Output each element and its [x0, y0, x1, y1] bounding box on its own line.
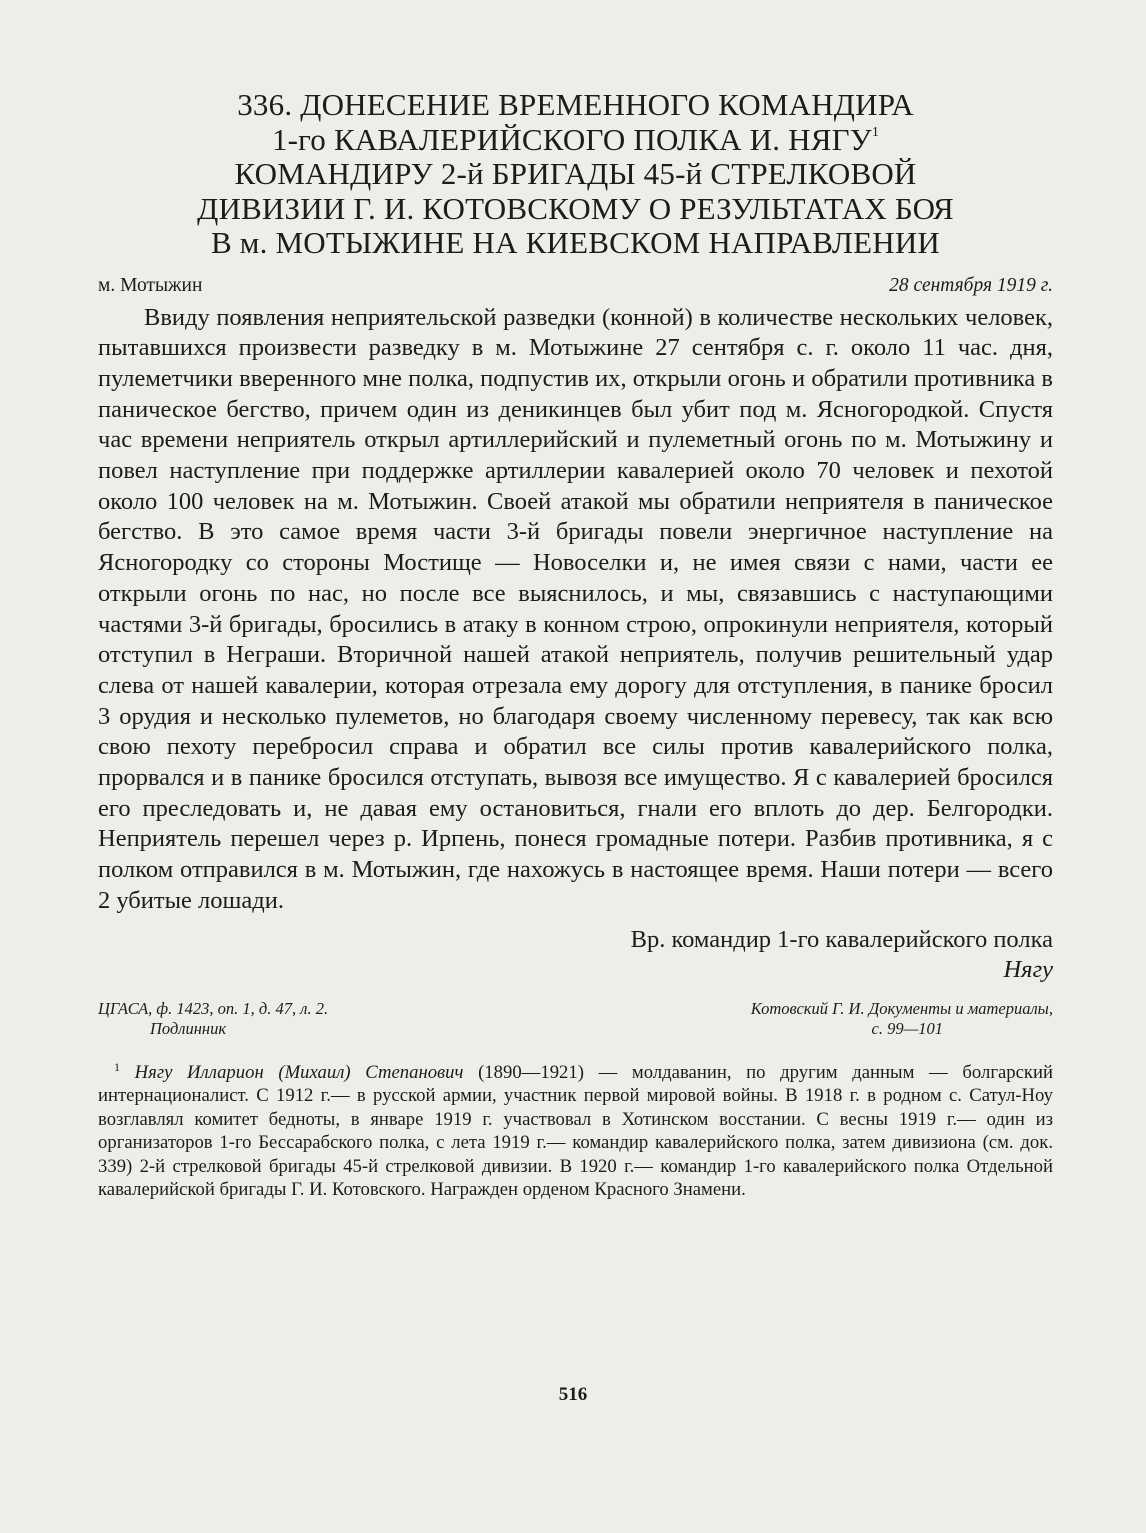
footnote-mark: 1	[114, 1059, 120, 1074]
title-line: КОМАНДИРУ 2-й БРИГАДЫ 45-й СТРЕЛКОВОЙ	[234, 156, 917, 191]
archive-reference: ЦГАСА, ф. 1423, оп. 1, д. 47, л. 2.	[98, 998, 329, 1018]
title-line: 336. ДОНЕСЕНИЕ ВРЕМЕННОГО КОМАНДИРА	[237, 87, 914, 122]
document-title	[98, 88, 1053, 261]
footnote-person-name: Нягу Илларион (Михаил) Степанович	[134, 1061, 464, 1083]
title-line: ДИВИЗИИ Г. И. КОТОВСКОМУ О РЕЗУЛЬТАТАХ БОЯ	[197, 190, 954, 226]
publication-pages: с. 99—101	[871, 1018, 943, 1038]
title-line-with-footnote	[98, 123, 1053, 158]
title-footnote-mark: 1	[871, 124, 880, 140]
signature-name: Нягу	[1003, 955, 1053, 983]
page-number: 516	[558, 1384, 588, 1405]
document-date: 28 сентября 1919 г.	[889, 274, 1053, 296]
signature-title: Вр. командир 1-го кавалерийского полка	[630, 925, 1053, 953]
title-line: В м. МОТЫЖИНЕ НА КИЕВСКОМ НАПРАВЛЕНИИ	[210, 225, 941, 260]
archive-status: Подлинник	[150, 1018, 227, 1038]
publication-source	[623, 999, 1053, 1039]
publication-reference: Котовский Г. И. Документы и материалы,	[750, 998, 1053, 1018]
title-line: 1-го КАВАЛЕРИЙСКОГО ПОЛКА И. НЯГУ	[271, 121, 872, 157]
archive-sources	[98, 999, 1053, 1039]
document-place: м. Мотыжин	[98, 274, 203, 296]
footnote-text: (1890—1921) — молдаванин, по другим данным — болгарский интернационалист. С 1912 г.— в русской армии, участник первой мировой войны. В 1918 г. в родном с. Сатул-Ноу возглавлял комитет бедноты, в январе 1919 г. участвовал в Хотинском восстании. С весны 1919 г.— один из организаторов 1-го Бессарабского полка, с лета 1919 г.— командир кавалерийского полка, затем дивизиона (см. док. 339) 2-й стрелковой бригады 45-й стрелковой дивизии. В 1920 г.— командир 1-го кавалерийского полка Отдельной кавалерийской бригады Г. И. Котовского. Награжден орденом Красного Знамени.	[98, 1061, 1053, 1201]
document-page	[98, 88, 1053, 1220]
footnote	[98, 1061, 1053, 1202]
place-date-row	[98, 273, 1053, 299]
signature-block	[98, 925, 1053, 985]
archive-source	[98, 999, 518, 1039]
report-body: Ввиду появления неприятельской разведки (конной) в количестве нескольких человек, пытавшихся произвести разведку в м. Мотыжине 27 сентября с. г. около 11 час. дня, пулеметчики вверенного мне полка, подпустив их, открыли огонь и обратили противника в паническое бегство, причем один из деникинцев был убит под м. Ясногородкой. Спустя час времени неприятель открыл артиллерийский и пулеметный огонь по м. Мотыжину и повел наступление при поддержке артиллерии кавалерией около 70 человек и пехотой около 100 человек на м. Мотыжин. Своей атакой мы обратили неприятеля в паническое бегство. В это самое время части 3-й бригады повели энергичное наступление на Ясногородку со стороны Мостище — Новоселки и, не имея связи с нами, части ее открыли огонь по нас, но после все выяснилось, и мы, связавшись с наступающими частями 3-й бригады, бросились в атаку в конном строю, опрокинули неприятеля, который отступил в Неграши. Вторичной нашей атакой неприятель, получив решительный удар слева от нашей кавалерии, которая отрезала ему дорогу для отступления, в панике бросил 3 орудия и несколько пулеметов, но благодаря своему численному перевесу, так как всю свою пехоту перебросил справа и обратил все силы против кавалерийского полка, прорвался и в панике бросился отступать, вывозя все имущество. Я с кавалерией бросился его преследовать и, не давая ему остановиться, гнали его вплоть до дер. Белгородки. Неприятель перешел через р. Ирпень, понеся громадные потери. Разбив противника, я с полком отправился в м. Мотыжин, где нахожусь в настоящее время. Наши потери — всего 2 убитые лошади.	[98, 303, 1053, 914]
